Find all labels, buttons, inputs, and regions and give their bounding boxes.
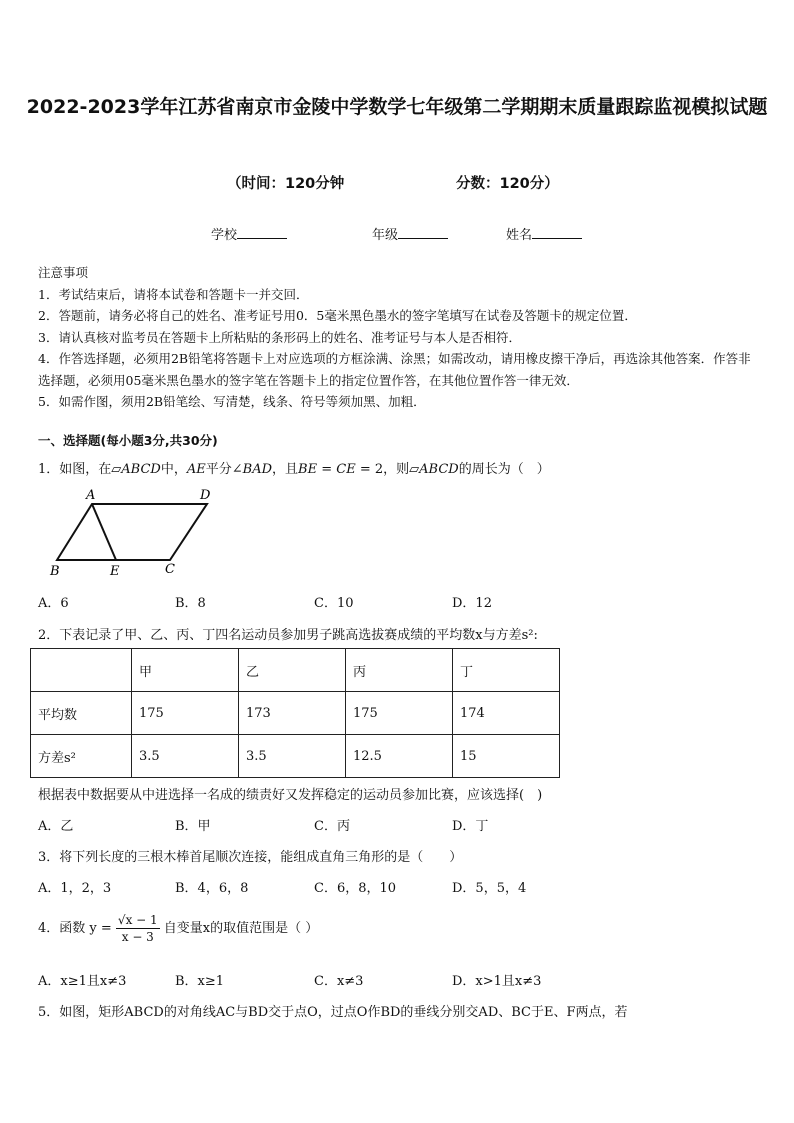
- option-c[interactable]: C．6，8，10: [314, 881, 397, 896]
- table-cell: 3.5: [239, 735, 346, 778]
- fraction-denominator: x − 3: [121, 930, 154, 944]
- label-c: C: [165, 562, 175, 577]
- option-a[interactable]: A．乙: [38, 819, 74, 834]
- q1-options: [38, 592, 758, 612]
- parallelogram-abcd: [57, 504, 207, 560]
- option-a[interactable]: A．x≥1且x≠3: [38, 974, 127, 989]
- parallelogram-symbol: ▱: [111, 462, 122, 477]
- table-cell: 甲: [132, 649, 239, 692]
- label-b: B: [50, 564, 60, 578]
- label-d: D: [200, 488, 211, 503]
- question-4: 4．函数 y = $\frac{√x - 1}{x - 3}$ 自变量x的取值范围是（ ）: [38, 913, 319, 944]
- notes: [38, 262, 760, 413]
- option-b[interactable]: B．8: [175, 596, 206, 611]
- option-d[interactable]: D．12: [452, 596, 492, 611]
- school-field[interactable]: 学校: [211, 224, 287, 243]
- table-cell: [31, 649, 132, 692]
- table-cell: 15: [453, 735, 560, 778]
- question-1: 1．如图，在▱ABCD中，AE平分∠BAD，且BE = CE = 2，则▱ABCD的周长为（ ）: [38, 462, 550, 477]
- notes-heading: 注意事项: [38, 265, 89, 280]
- parallelogram-symbol: ▱: [409, 462, 420, 477]
- option-a[interactable]: A．1，2，3: [38, 881, 112, 896]
- section-heading: 一、选择题(每小题3分,共30分): [38, 433, 218, 448]
- option-c[interactable]: C．10: [314, 596, 354, 611]
- exam-score: 分数：120分）: [456, 176, 559, 192]
- q2-options: [38, 815, 758, 835]
- table-header-row: [31, 649, 560, 692]
- score-table: [30, 648, 560, 778]
- page-title: 2022-2023学年江苏省南京市金陵中学数学七年级第二学期期末质量跟踪监视模拟试题: [26, 96, 768, 118]
- note-item: 3．请认真核对监考员在答题卡上所粘贴的条形码上的姓名、准考证号与本人是否相符．: [38, 329, 521, 345]
- table-cell: 3.5: [132, 735, 239, 778]
- question-3: 3．将下列长度的三根木棒首尾顺次连接，能组成直角三角形的是（ ）: [38, 850, 463, 865]
- note-item: 2．答题前，请务必将自己的姓名、准考证号用0．5毫米黑色墨水的签字笔填写在试卷及答题卡的规定位置．: [38, 308, 637, 323]
- table-row: [31, 735, 560, 778]
- table-cell: 方差s²: [31, 735, 132, 778]
- option-c[interactable]: C．丙: [314, 819, 350, 834]
- option-d[interactable]: D．5，5，4: [452, 881, 527, 896]
- q4-options: [38, 970, 758, 990]
- segment-ae: [92, 504, 116, 560]
- fraction-numerator: √x − 1: [117, 913, 158, 927]
- note-item: 5．如需作图，须用2B铅笔绘、写清楚，线条、符号等须加黑、加粗．: [38, 394, 426, 409]
- table-cell: 12.5: [346, 735, 453, 778]
- exam-time: （时间：120分钟: [227, 176, 345, 192]
- note-item: 1．考试结束后，请将本试卷和答题卡一并交回．: [38, 286, 309, 302]
- grade-field[interactable]: 年级: [372, 224, 448, 243]
- table-cell: 平均数: [31, 692, 132, 735]
- option-a[interactable]: A．6: [38, 596, 69, 611]
- table-cell: 乙: [239, 649, 346, 692]
- table-row: [31, 692, 560, 735]
- parallelogram-figure: [42, 482, 222, 578]
- option-d[interactable]: D．x>1且x≠3: [452, 974, 542, 989]
- question-5: 5．如图，矩形ABCD的对角线AC与BD交于点O，过点O作BD的垂线分别交AD、BC于E、F两点，若: [38, 1005, 628, 1020]
- q3-options: [38, 877, 758, 897]
- option-d[interactable]: D．丁: [452, 819, 489, 834]
- table-cell: 175: [346, 692, 453, 735]
- option-b[interactable]: B．x≥1: [175, 974, 225, 989]
- option-b[interactable]: B．4，6，8: [175, 881, 249, 896]
- table-cell: 丙: [346, 649, 453, 692]
- name-field[interactable]: 姓名: [506, 224, 582, 243]
- question-2-follow: 根据表中数据要从中进选择一名成的绩责好又发挥稳定的运动员参加比赛，应该选择( ): [38, 788, 543, 803]
- table-cell: 174: [453, 692, 560, 735]
- option-c[interactable]: C．x≠3: [314, 974, 364, 989]
- option-b[interactable]: B．甲: [175, 819, 211, 834]
- question-2: 2．下表记录了甲、乙、丙、丁四名运动员参加男子跳高选拔赛成绩的平均数x与方差s²:: [38, 628, 538, 643]
- table-cell: 173: [239, 692, 346, 735]
- label-a: A: [86, 488, 96, 503]
- table-cell: 175: [132, 692, 239, 735]
- function-fraction: [116, 912, 160, 945]
- table-cell: 丁: [453, 649, 560, 692]
- note-item: 4．作答选择题，必须用2B铅笔将答题卡上对应选项的方框涂满、涂黑；如需改动，请用橡皮擦干净后，再选涂其他答案．作答非选择题，必须用05毫米黑色墨水的签字笔在答题卡上的指定位置作答，在其他位置作答一律无效．: [38, 351, 751, 388]
- label-e: E: [110, 564, 120, 578]
